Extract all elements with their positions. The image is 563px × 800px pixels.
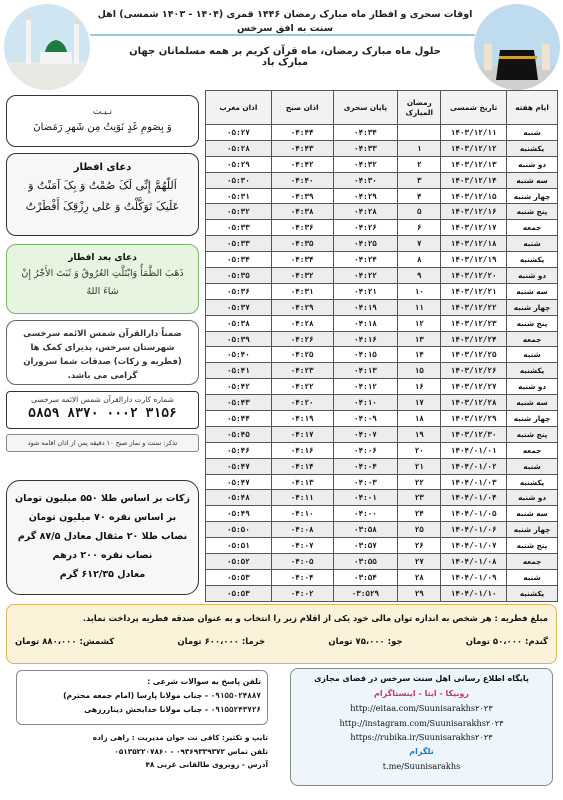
table-row — [206, 411, 558, 427]
table-row — [206, 315, 558, 331]
cell-ramadan — [398, 125, 441, 141]
contact-phone-2[interactable]: ۰۹۱۵۵۲۴۳۷۲۶ — [210, 705, 261, 714]
prayer-note: تذکر: سنت و نماز صبح ۱۰ دقیقه پس از اذان اقامه شود — [6, 434, 199, 452]
table-row — [206, 331, 558, 347]
table-row — [206, 490, 558, 506]
zakat-line-5: معادل ۶۱۲/۳۵ گرم — [59, 569, 146, 580]
cell-fajr: ۰۴:۳۴ — [271, 252, 333, 268]
cell-fajr: ۰۴:۲۸ — [271, 315, 333, 331]
cell-fajr: ۰۴:۴۰ — [271, 172, 333, 188]
cell-fajr: ۰۴:۱۳ — [271, 474, 333, 490]
cell-day: دو شنبه — [507, 490, 558, 506]
cell-day: سه شنبه — [507, 395, 558, 411]
cell-ramadan: ۲۳ — [398, 490, 441, 506]
ramadan-timetable — [205, 90, 558, 602]
cell-ramadan: ۲۷ — [398, 554, 441, 570]
cell-ramadan: ۵ — [398, 204, 441, 220]
cell-sahari: ۰۴:۲۱ — [333, 283, 398, 299]
col-header-maghrib: اذان مغرب — [206, 91, 272, 125]
cell-day: پنج شنبه — [507, 538, 558, 554]
cell-day: شنبه — [507, 125, 558, 141]
table-row — [206, 125, 558, 141]
table-row — [206, 188, 558, 204]
cell-fajr: ۰۴:۴۳ — [271, 140, 333, 156]
table-row — [206, 538, 558, 554]
cell-ramadan: ۲۴ — [398, 506, 441, 522]
cell-fajr: ۰۴:۳۹ — [271, 188, 333, 204]
cell-fajr: ۰۴:۳۶ — [271, 220, 333, 236]
cell-sahari: ۰۴:۲۹ — [333, 188, 398, 204]
table-row — [206, 236, 558, 252]
cell-sahari: ۰۴:۰۷ — [333, 426, 398, 442]
cell-ramadan: ۴ — [398, 188, 441, 204]
cell-sahari: ۰۳:۵۷ — [333, 538, 398, 554]
cell-ramadan: ۱۸ — [398, 411, 441, 427]
cell-day: چهار شنبه — [507, 411, 558, 427]
table-row — [206, 474, 558, 490]
cell-sahari: ۰۴:۳۲ — [333, 156, 398, 172]
table-row — [206, 363, 558, 379]
fitre-band — [6, 604, 557, 664]
cell-date: ۱۴۰۳/۱۲/۲۷ — [441, 379, 507, 395]
cell-fajr: ۰۴:۰۵ — [271, 554, 333, 570]
cell-maghrib: ۰۵:۵۲ — [206, 554, 272, 570]
cell-day: دو شنبه — [507, 379, 558, 395]
dua-after-iftar-line-1: ذَهَبَ الظَّمَأُ وَابْتَلَّتِ العُرُوقُ وَ ثَبَتَ الأَجْرُ إِنْ — [21, 268, 184, 279]
cell-maghrib: ۰۵:۴۱ — [206, 363, 272, 379]
zakat-line-1: زکات بر اساس طلا ۵۵۰ میلیون تومان — [15, 493, 190, 504]
table-row — [206, 299, 558, 315]
cell-ramadan: ۱۶ — [398, 379, 441, 395]
cell-day: جمعه — [507, 220, 558, 236]
table-row — [206, 442, 558, 458]
donation-notice: ضمناً دارالقرآن شمس الائمه سرخسی شهرستان سرخس، پذیرای کمک ها (فطریه و زکات) صدقات شما سروران گرامی می باشد. — [6, 320, 199, 385]
col-header-day: ایام هفته — [507, 91, 558, 125]
page-title: اوقات سحری و افطار ماه مبارک رمضان ۱۴۴۶ قمری (۱۴۰۴ - ۱۴۰۳ شمسی) اهل سنت به افق سرخس — [97, 9, 473, 34]
cell-ramadan: ۱۷ — [398, 395, 441, 411]
col-header-sahari: پایان سحری — [333, 91, 398, 125]
cell-date: ۱۴۰۴/۰۱/۰۴ — [441, 490, 507, 506]
cell-fajr: ۰۴:۳۵ — [271, 236, 333, 252]
cell-sahari: ۰۴:۱۶ — [333, 331, 398, 347]
cell-date: ۱۴۰۳/۱۲/۱۱ — [441, 125, 507, 141]
cell-maghrib: ۰۵:۴۷ — [206, 474, 272, 490]
cell-sahari: ۰۴:۳۴ — [333, 125, 398, 141]
cell-day: شنبه — [507, 347, 558, 363]
cell-day: چهار شنبه — [507, 522, 558, 538]
cell-maghrib: ۰۵:۳۳ — [206, 220, 272, 236]
cell-date: ۱۴۰۳/۱۲/۲۱ — [441, 283, 507, 299]
table-row — [206, 347, 558, 363]
cell-sahari: ۰۴:۰۳ — [333, 474, 398, 490]
niyat-box — [6, 95, 199, 147]
cell-fajr: ۰۴:۱۹ — [271, 411, 333, 427]
cell-fajr: ۰۴:۲۰ — [271, 395, 333, 411]
cell-ramadan: ۱۹ — [398, 426, 441, 442]
cell-day: پنج شنبه — [507, 426, 558, 442]
cell-date: ۱۴۰۴/۰۱/۰۵ — [441, 506, 507, 522]
cell-date: ۱۴۰۳/۱۲/۳۰ — [441, 426, 507, 442]
cell-ramadan: ۱۳ — [398, 331, 441, 347]
table-row — [206, 204, 558, 220]
cell-fajr: ۰۴:۲۶ — [271, 331, 333, 347]
cell-ramadan: ۱۴ — [398, 347, 441, 363]
cell-day: شنبه — [507, 569, 558, 585]
cell-maghrib: ۰۵:۵۳ — [206, 585, 272, 601]
dua-iftar-line-1: اَللّهُمَّ إِنِّی لَکَ صُمْتُ وَ بِکَ آمَنْتُ وَ — [28, 179, 177, 192]
links-title: پایگاه اطلاع رسانی اهل سنت سرخس در فضای مجازی — [314, 674, 529, 683]
link-telegram[interactable]: t.me/Suunisarakhs — [382, 761, 461, 771]
col-header-ramadan: رمضان المبارک — [398, 91, 441, 125]
cell-ramadan: ۲۸ — [398, 569, 441, 585]
cell-day: شنبه — [507, 236, 558, 252]
dua-after-iftar-box — [6, 244, 199, 314]
cell-fajr: ۰۴:۳۲ — [271, 268, 333, 284]
table-row — [206, 458, 558, 474]
cell-maghrib: ۰۵:۳۷ — [206, 299, 272, 315]
table-row — [206, 569, 558, 585]
cell-day: یکشنبه — [507, 363, 558, 379]
cell-maghrib: ۰۵:۴۵ — [206, 426, 272, 442]
credits-line-3: آدرس - روبروی طالقانی غربی ۴۸ — [145, 760, 268, 769]
cell-maghrib: ۰۵:۴۲ — [206, 379, 272, 395]
cell-date: ۱۴۰۳/۱۲/۲۳ — [441, 315, 507, 331]
cell-date: ۱۴۰۳/۱۲/۱۲ — [441, 140, 507, 156]
table-row — [206, 140, 558, 156]
dua-after-iftar-title: دعای بعد افطار — [68, 253, 137, 263]
cell-fajr: ۰۴:۰۴ — [271, 569, 333, 585]
contact-name-1: جناب مولانا پارسا (امام جمعه محترم) — [63, 691, 203, 700]
fitre-jo: جو: ۷۵،۰۰۰ تومان — [328, 637, 403, 647]
cell-date: ۱۴۰۳/۱۲/۲۴ — [441, 331, 507, 347]
cell-maghrib: ۰۵:۲۸ — [206, 140, 272, 156]
cell-ramadan: ۱۲ — [398, 315, 441, 331]
table-row — [206, 252, 558, 268]
cell-maghrib: ۰۵:۳۳ — [206, 236, 272, 252]
cell-day: جمعه — [507, 554, 558, 570]
cell-ramadan: ۲۲ — [398, 474, 441, 490]
cell-ramadan: ۸ — [398, 252, 441, 268]
cell-sahari: ۰۴:۱۸ — [333, 315, 398, 331]
fitre-khorma: خرما: ۶۰۰،۰۰۰ تومان — [177, 637, 266, 647]
cell-day: یکشنبه — [507, 140, 558, 156]
table-row — [206, 506, 558, 522]
cell-fajr: ۰۴:۰۲ — [271, 585, 333, 601]
cell-maghrib: ۰۵:۴۸ — [206, 490, 272, 506]
cell-date: ۱۴۰۴/۰۱/۰۸ — [441, 554, 507, 570]
kaaba-illustration — [474, 4, 560, 90]
cell-sahari: ۰۴:۲۲ — [333, 268, 398, 284]
cell-day: پنج شنبه — [507, 204, 558, 220]
cell-sahari: ۰۴:۱۳ — [333, 363, 398, 379]
cell-date: ۱۴۰۳/۱۲/۲۲ — [441, 299, 507, 315]
table-row — [206, 585, 558, 601]
links-telegram-label: تلگرام — [409, 746, 434, 756]
cell-maghrib: ۰۵:۴۳ — [206, 395, 272, 411]
links-platforms: روبیکا - ایتا - اینستاگرام — [374, 688, 469, 698]
cell-sahari: ۰۴:۱۲ — [333, 379, 398, 395]
cell-date: ۱۴۰۳/۱۲/۱۳ — [441, 156, 507, 172]
cell-maghrib: ۰۵:۴۶ — [206, 442, 272, 458]
cell-maghrib: ۰۵:۳۴ — [206, 252, 272, 268]
col-header-date: تاریخ شمسی — [441, 91, 507, 125]
cell-ramadan: ۱۰ — [398, 283, 441, 299]
cell-maghrib: ۰۵:۳۱ — [206, 188, 272, 204]
header-divider — [90, 34, 475, 36]
card-title: شماره کارت دارالقرآن شمس الائمه سرخسی — [31, 395, 174, 404]
cell-sahari: ۰۳:۵۲۹ — [333, 585, 398, 601]
fitre-gandom: گندم: ۵۰،۰۰۰ تومان — [465, 637, 548, 647]
zakat-line-3: نصاب طلا ۲۰ مثقال معادل ۸۷/۵ گرم — [17, 531, 188, 542]
table-row — [206, 156, 558, 172]
cell-ramadan: ۲۹ — [398, 585, 441, 601]
cell-date: ۱۴۰۳/۱۲/۱۵ — [441, 188, 507, 204]
cell-day: یکشنبه — [507, 585, 558, 601]
cell-day: یکشنبه — [507, 474, 558, 490]
cell-ramadan: ۲۱ — [398, 458, 441, 474]
cell-maghrib: ۰۵:۳۹ — [206, 331, 272, 347]
cell-sahari: ۰۴:۲۶ — [333, 220, 398, 236]
cell-fajr: ۰۴:۲۳ — [271, 363, 333, 379]
cell-fajr: ۰۴:۰۸ — [271, 522, 333, 538]
cell-maghrib: ۰۵:۲۹ — [206, 156, 272, 172]
cell-fajr: ۰۴:۲۹ — [271, 299, 333, 315]
cell-sahari: ۰۴:۰۴ — [333, 458, 398, 474]
cell-date: ۱۴۰۴/۰۱/۱۰ — [441, 585, 507, 601]
cell-maghrib: ۰۵:۲۷ — [206, 125, 272, 141]
cell-date: ۱۴۰۴/۰۱/۰۱ — [441, 442, 507, 458]
cell-ramadan: ۶ — [398, 220, 441, 236]
table-row — [206, 379, 558, 395]
cell-maghrib: ۰۵:۴۰ — [206, 347, 272, 363]
contact-line-1: ۰۹۱۵۵۰۲۴۸۸۷ - جناب مولانا پارسا (امام جمعه محترم) — [23, 689, 261, 703]
cell-day: سه شنبه — [507, 283, 558, 299]
cell-ramadan: ۱۵ — [398, 363, 441, 379]
zakat-line-2: بر اساس نقره ۷۰ میلیون تومان — [28, 512, 177, 523]
cell-day: سه شنبه — [507, 506, 558, 522]
cell-sahari: ۰۴:۲۵ — [333, 236, 398, 252]
cell-day: دو شنبه — [507, 156, 558, 172]
cell-date: ۱۴۰۴/۰۱/۰۶ — [441, 522, 507, 538]
zakat-box — [6, 480, 199, 595]
cell-day: جمعه — [507, 331, 558, 347]
cell-date: ۱۴۰۳/۱۲/۲۶ — [441, 363, 507, 379]
table-row — [206, 522, 558, 538]
cell-sahari: ۰۴:۲۴ — [333, 252, 398, 268]
cell-date: ۱۴۰۳/۱۲/۱۷ — [441, 220, 507, 236]
cell-sahari: ۰۳:۵۴ — [333, 569, 398, 585]
credits-line-1: تایپ و تکثیر: کافی نت جوان مدیریت : راهی زاده — [92, 733, 268, 742]
niyat-title: نـیـت — [92, 107, 113, 117]
cell-ramadan: ۲ — [398, 156, 441, 172]
page-subtitle: حلول ماه مبارک رمضان، ماه قرآن کریم بر همه مسلمانان جهان مبارک باد — [129, 46, 441, 68]
table-row — [206, 268, 558, 284]
contact-title: تلفن پاسخ به سوالات شرعی : — [147, 677, 261, 686]
cell-sahari: ۰۳:۵۸ — [333, 522, 398, 538]
table-header-row — [206, 91, 558, 125]
cell-day: دو شنبه — [507, 268, 558, 284]
cell-sahari: ۰۴:۲۸ — [333, 204, 398, 220]
contact-box — [16, 670, 268, 725]
cell-maghrib: ۰۵:۵۰ — [206, 522, 272, 538]
card-number-box — [6, 391, 199, 429]
cell-fajr: ۰۴:۲۵ — [271, 347, 333, 363]
cell-date: ۱۴۰۴/۰۱/۰۳ — [441, 474, 507, 490]
card-number: ۵۸۵۹ ۸۳۷۰ ۰۰۰۲ ۳۱۵۶ — [28, 406, 177, 421]
contact-phone-1[interactable]: ۰۹۱۵۵۰۲۴۸۸۷ — [210, 691, 261, 700]
cell-date: ۱۴۰۳/۱۲/۱۸ — [441, 236, 507, 252]
cell-day: چهار شنبه — [507, 299, 558, 315]
cell-sahari: ۰۴:۰۶ — [333, 442, 398, 458]
cell-date: ۱۴۰۳/۱۲/۲۹ — [441, 411, 507, 427]
fitre-prices — [15, 637, 548, 647]
table-row — [206, 220, 558, 236]
cell-date: ۱۴۰۴/۰۱/۰۹ — [441, 569, 507, 585]
cell-maghrib: ۰۵:۳۲ — [206, 204, 272, 220]
cell-date: ۱۴۰۳/۱۲/۱۶ — [441, 204, 507, 220]
cell-date: ۱۴۰۳/۱۲/۲۰ — [441, 268, 507, 284]
zakat-line-4: نصاب نقره ۲۰۰ درهم — [52, 550, 153, 561]
col-header-fajr: اذان صبح — [271, 91, 333, 125]
link-eitaa[interactable]: http://eitaa.com/Suunisarakhs۲۰۲۳ — [350, 703, 493, 713]
cell-sahari: ۰۴:۰۱ — [333, 490, 398, 506]
cell-maghrib: ۰۵:۴۷ — [206, 458, 272, 474]
cell-fajr: ۰۴:۱۷ — [271, 426, 333, 442]
cell-sahari: ۰۳:۵۵ — [333, 554, 398, 570]
cell-date: ۱۴۰۴/۰۱/۰۲ — [441, 458, 507, 474]
cell-sahari: ۰۴:۱۵ — [333, 347, 398, 363]
cell-maghrib: ۰۵:۳۸ — [206, 315, 272, 331]
cell-ramadan: ۲۵ — [398, 522, 441, 538]
credits-line-2: تلفن تماس ۰۹۳۶۹۳۳۹۳۷۲ - ۰۵۱۳۵۲۲۰۷۸۶۰ — [114, 746, 268, 756]
table-row — [206, 554, 558, 570]
credits — [16, 731, 268, 772]
cell-sahari: ۰۴:۰۹ — [333, 411, 398, 427]
niyat-text: وَ بِصَومِ غَدٍ نَوَیتُ مِن شَهرِ رَمَضانَ — [33, 122, 172, 133]
dua-after-iftar-line-2: شاءَ اللهُ — [86, 286, 119, 297]
cell-sahari: ۰۴:۱۹ — [333, 299, 398, 315]
cell-sahari: ۰۴:۳۳ — [333, 140, 398, 156]
cell-maghrib: ۰۵:۴۴ — [206, 411, 272, 427]
cell-ramadan: ۲۰ — [398, 442, 441, 458]
cell-fajr: ۰۴:۱۱ — [271, 490, 333, 506]
link-instagram[interactable]: http://instagram.com/Suunisarakhs۲۰۲۳ — [339, 717, 504, 728]
table-body — [206, 125, 558, 602]
cell-maghrib: ۰۵:۳۰ — [206, 172, 272, 188]
table-row — [206, 426, 558, 442]
cell-fajr: ۰۴:۳۸ — [271, 204, 333, 220]
cell-fajr: ۰۴:۴۴ — [271, 125, 333, 141]
cell-fajr: ۰۴:۱۴ — [271, 458, 333, 474]
cell-date: ۱۴۰۴/۰۱/۰۷ — [441, 538, 507, 554]
link-rubika[interactable]: https://rubika.ir/Suunisarakhs۲۰۲۳ — [350, 732, 493, 742]
cell-fajr: ۰۴:۴۲ — [271, 156, 333, 172]
dua-iftar-box — [6, 153, 199, 236]
cell-day: یکشنبه — [507, 252, 558, 268]
fitre-keshmesh: کشمش: ۸۸۰،۰۰۰ تومان — [15, 637, 115, 647]
cell-sahari: ۰۴:۱۰ — [333, 395, 398, 411]
cell-fajr: ۰۴:۲۲ — [271, 379, 333, 395]
cell-maghrib: ۰۵:۵۳ — [206, 569, 272, 585]
cell-ramadan: ۱ — [398, 140, 441, 156]
dua-iftar-line-2: عَلَیکَ تَوَکَّلْتُ وَ عَلی رِزْقِکَ أَفْطَرْتُ — [25, 200, 180, 213]
fitre-text: مبلغ فطریه : هر شخص به اندازه توان مالی خود یکی از اقلام زیر را انتخاب و به عنوان صدقه فطریه پرداخت نماید. — [82, 613, 548, 623]
cell-date: ۱۴۰۳/۱۲/۲۸ — [441, 395, 507, 411]
cell-fajr: ۰۴:۱۶ — [271, 442, 333, 458]
mosque-illustration — [4, 4, 90, 90]
cell-fajr: ۰۴:۱۰ — [271, 506, 333, 522]
cell-day: جمعه — [507, 442, 558, 458]
contact-name-2: جناب مولانا خدابخش دیناررزهی — [84, 705, 203, 714]
cell-ramadan: ۹ — [398, 268, 441, 284]
social-links-box — [290, 668, 553, 786]
contact-line-2: ۰۹۱۵۵۲۴۳۷۲۶ - جناب مولانا خدابخش دیناررزهی — [23, 703, 261, 717]
table-row — [206, 172, 558, 188]
cell-date: ۱۴۰۳/۱۲/۱۴ — [441, 172, 507, 188]
cell-maghrib: ۰۵:۳۶ — [206, 283, 272, 299]
cell-sahari: ۰۴:۰۰ — [333, 506, 398, 522]
cell-ramadan: ۲۶ — [398, 538, 441, 554]
cell-day: سه شنبه — [507, 172, 558, 188]
cell-date: ۱۴۰۳/۱۲/۱۹ — [441, 252, 507, 268]
cell-maghrib: ۰۵:۵۱ — [206, 538, 272, 554]
cell-day: پنج شنبه — [507, 315, 558, 331]
cell-fajr: ۰۴:۰۷ — [271, 538, 333, 554]
table-row — [206, 395, 558, 411]
cell-sahari: ۰۴:۳۰ — [333, 172, 398, 188]
cell-day: شنبه — [507, 458, 558, 474]
cell-ramadan: ۷ — [398, 236, 441, 252]
cell-day: چهار شنبه — [507, 188, 558, 204]
cell-ramadan: ۱۱ — [398, 299, 441, 315]
cell-date: ۱۴۰۳/۱۲/۲۵ — [441, 347, 507, 363]
dua-iftar-title: دعای افطار — [73, 162, 132, 173]
cell-ramadan: ۳ — [398, 172, 441, 188]
cell-maghrib: ۰۵:۳۵ — [206, 268, 272, 284]
cell-fajr: ۰۴:۳۱ — [271, 283, 333, 299]
cell-maghrib: ۰۵:۴۹ — [206, 506, 272, 522]
table-row — [206, 283, 558, 299]
